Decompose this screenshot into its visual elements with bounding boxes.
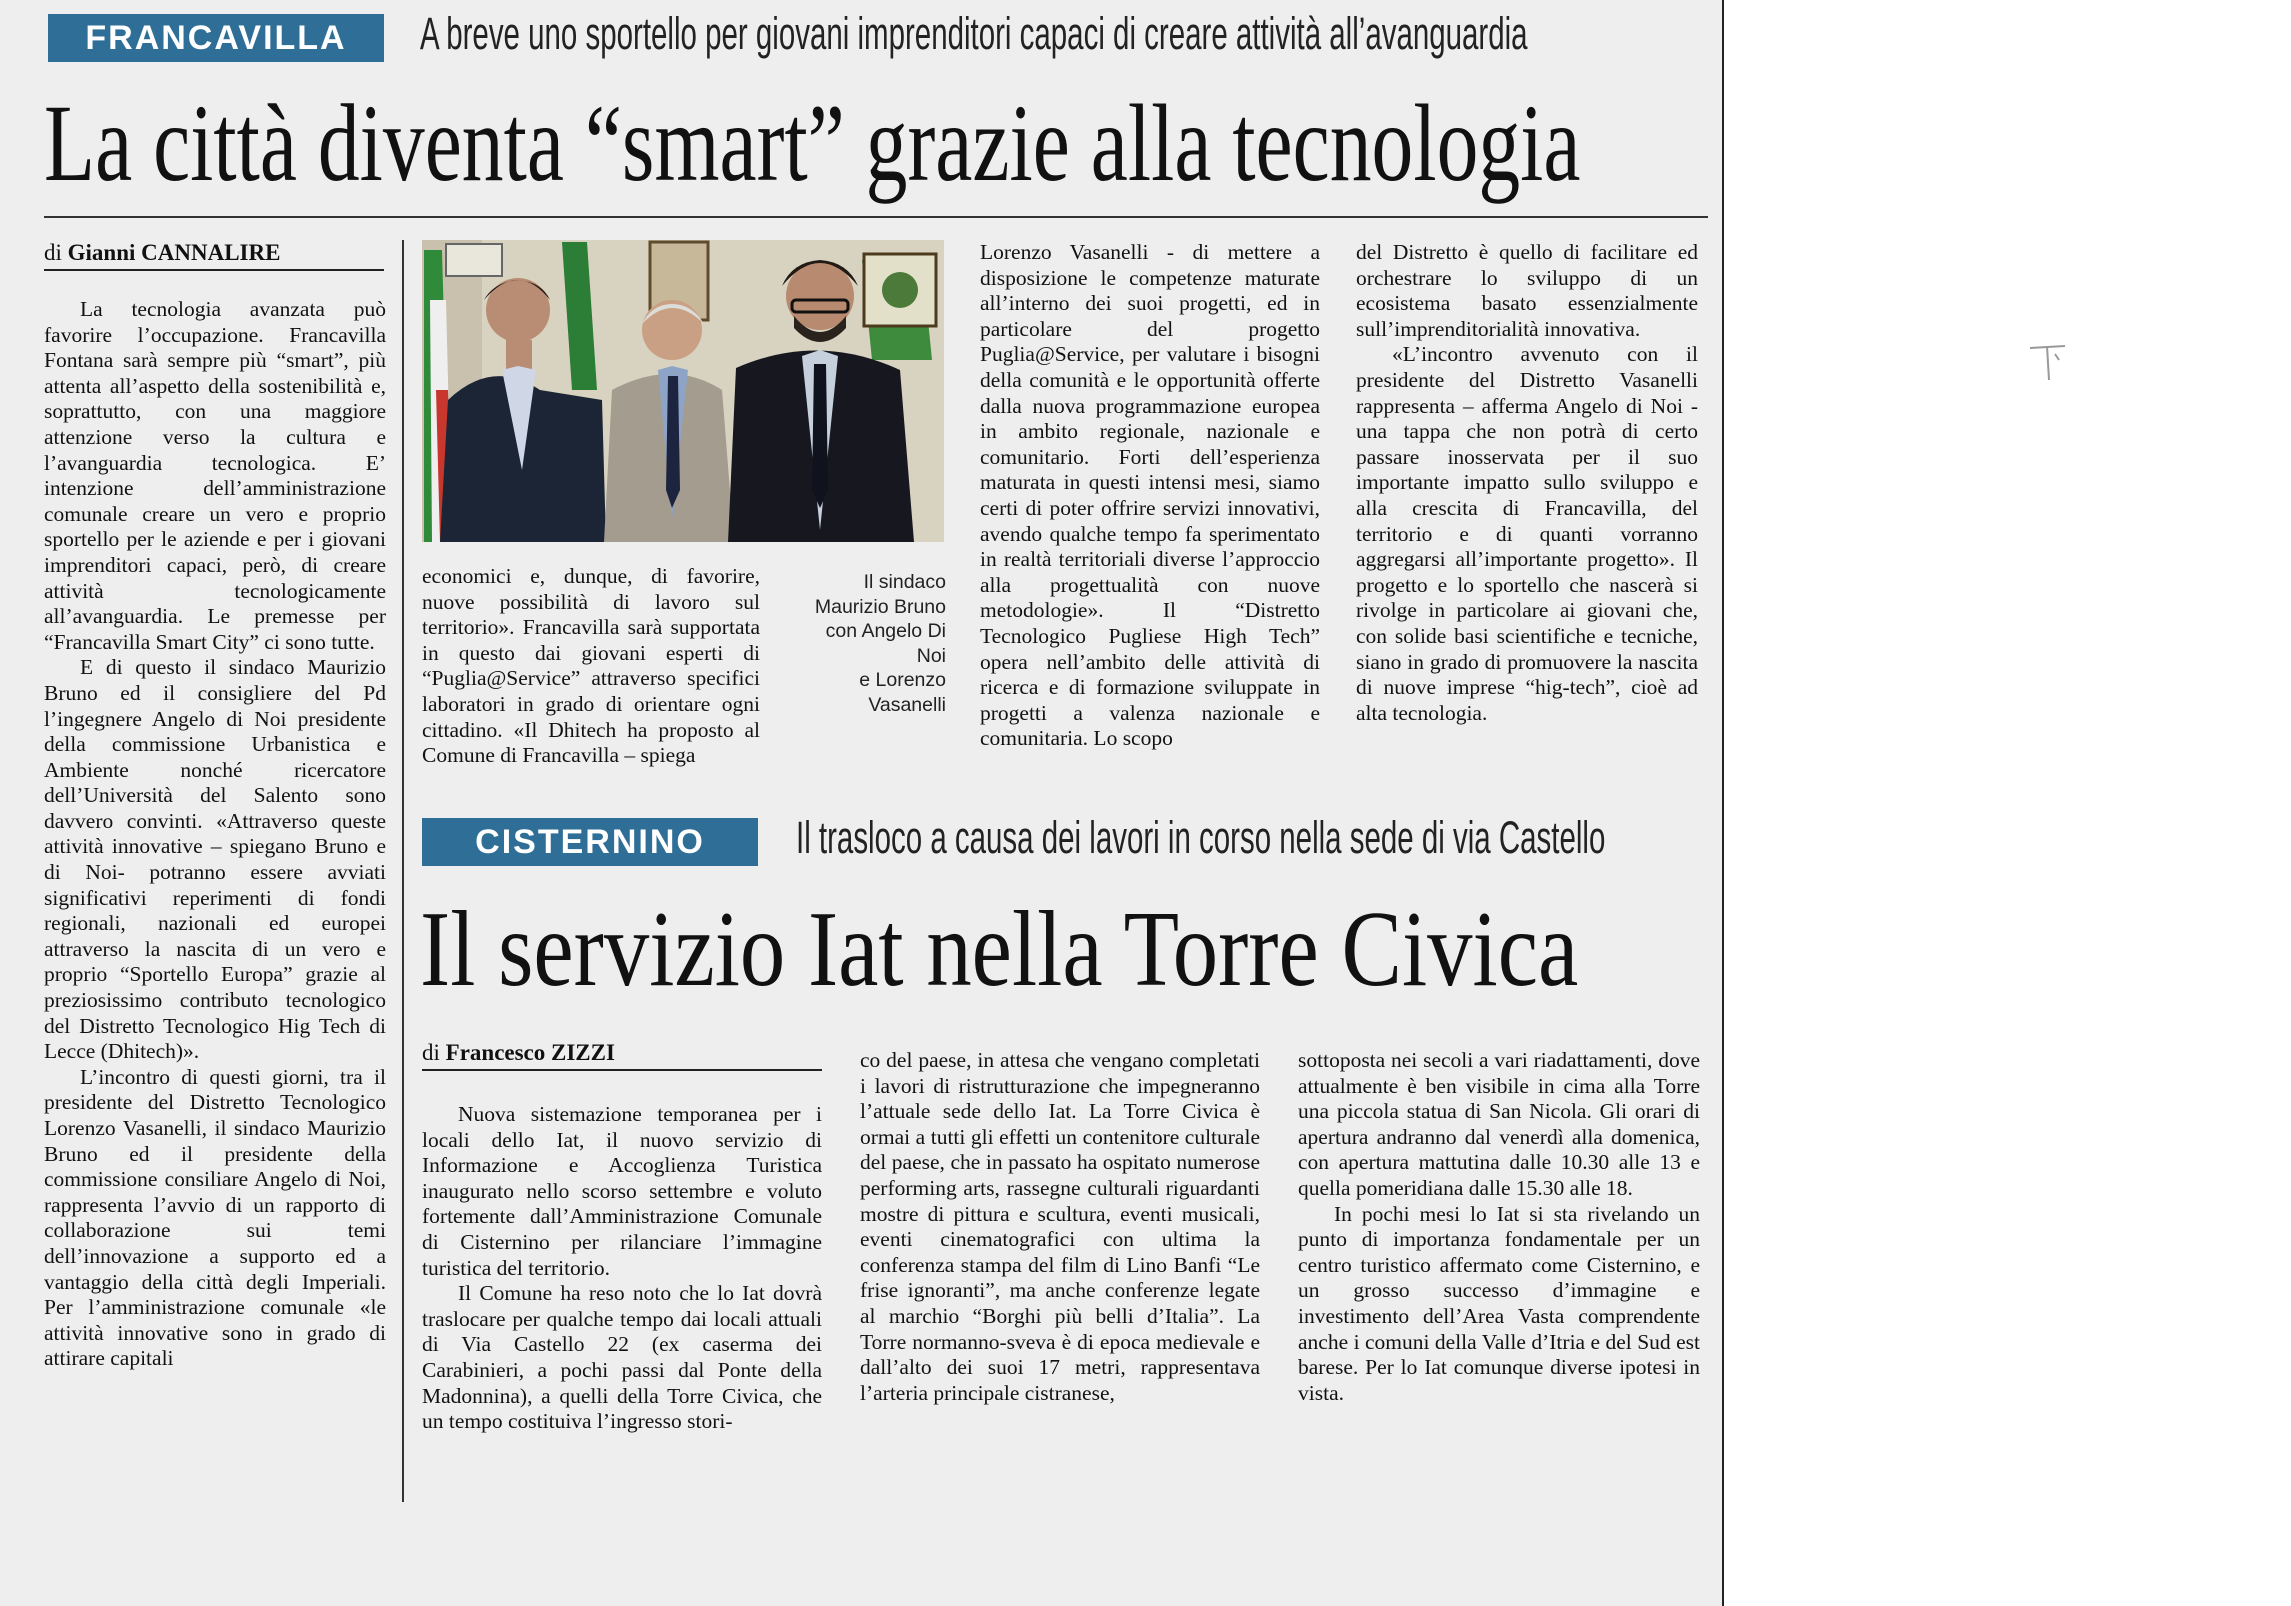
column-divider xyxy=(402,240,404,1502)
article1-byline: di Gianni CANNALIRE xyxy=(44,240,384,271)
section-tag-cisternino: CISTERNINO xyxy=(422,818,758,866)
article1-column-1: La tecnologia avanzata può favorire l’occupazione. Francavilla Fontana sarà sempre più “smart”, più attenta all’aspetto della sostenibilità e, soprattutto, con una maggiore attenzione verso la cultura e l’avanguardia tecnologica. E’ intenzione dell’amministrazione comunale creare un vero e proprio sportello per le aziende e per i giovani imprenditori capaci, però, di creare attività tecnologicamente all’avanguardia. Le premesse per “Francavilla Smart City” ci sono tutte. E di questo il sindaco Maurizio Bruno ed il consigliere del Pd l’ingegnere Angelo di Noi presidente della commissione Urbanistica e Ambiente nonché ricercatore dell’Università del Salento sono davvero convinti. «Attraverso queste attività innovative – spiegano Bruno e di Noi- potranno essere avviati significativi reperimenti di fondi regionali, nazionali ed europei attraverso la nascita di un vero e proprio “Sportello Europa” grazie al preziosissimo contributo tecnologico del Distretto Tecnologico Hig Tech di Lecce (Dhitech)». L’incontro di questi giorni, tra il presidente del Distretto Tecnologico Lorenzo Vasanelli, il sindaco Maurizio Bruno ed il presidente della commissione consiliare Angelo di Noi, rappresenta l’avvio di un rapporto di collaborazione sui temi dell’innovazione a supporto ed a vantaggio della città degli Imperiali. Per l’amministrazione comunale «le attività innovative sono in grado di attirare capitali xyxy=(44,297,386,1371)
scan-speck xyxy=(2025,340,2080,390)
article1-kicker: A breve uno sportello per giovani imprenditori capaci di creare attività all’avanguardia xyxy=(420,8,1528,59)
section-tag-francavilla: FRANCAVILLA xyxy=(48,14,384,62)
article1-column-2: economici e, dunque, di favorire, nuove possibilità di lavoro sul territorio». Francavilla sarà supportata in questo dai giovani esperti di “Puglia@Service” attraverso specifici laboratori in grado di orientare ogni cittadino. «Il Dhitech ha proposto al Comune di Francavilla – spiega xyxy=(422,564,760,768)
headline-rule xyxy=(44,216,1708,218)
article2-column-2: co del paese, in attesa che vengano completati i lavori di ristrutturazione che impegneranno l’attuale sede dello Iat. La Torre Civica è ormai a tutti gli effetti un contenitore culturale del paese, che in passato ha ospitato numerose performing arts, rassegne culturali riguardanti mostre di pittura e scultura, eventi musicali, eventi cinematografici con ultima la conferenza stampa del film di Lino Banfi “Le frise ignoranti”, ma anche conferenze legate al marchio “Borghi più belli d’Italia”. La Torre normanno-sveva è di epoca medievale e dall’alto dei suoi 17 metri, rappresentava l’arteria principale cistranese, xyxy=(860,1048,1260,1405)
article1-column-4: del Distretto è quello di facilitare ed orchestrare lo sviluppo di un ecosistema basato essenzialmente sull’imprenditorialità innovativa. «L’incontro avvenuto con il presidente del Distretto Vasanelli rappresenta – afferma Angelo di Noi - una tappa che non potrà di certo passare inosservata per il suo importante impatto sullo sviluppo e alla crescita di Francavilla, del territorio e di quanti vorranno aggregarsi all’importante progetto». Il progetto e lo sportello che nascerà si rivolge in particolare ai giovani che, con solide basi scientifiche e tecniche, siano in grado di promuovere la nascita di nuove imprese “hig-tech”, cioè ad alta tecnologia. xyxy=(1356,240,1698,725)
article1-photo xyxy=(422,240,944,542)
article2-column-3: sottoposta nei secoli a vari riadattamenti, dove attualmente è ben visibile in cima alla Torre una piccola statua di San Nicola. Gli orari di apertura andranno dal venerdì alla domenica, con apertura mattutina dalle 10.30 alle 13 e quella pomeridiana dalle 15.30 alle 18. In pochi mesi lo Iat si sta rivelando un punto di importanza fondamentale per un centro turistico affermato come Cisternino, e un grosso successo d’immagine e investimento dell’Area Vasta comprendente anche i comuni della Valle d’Itria e del Sud est barese. Per lo Iat comunque diverse ipotesi in vista. xyxy=(1298,1048,1700,1405)
article2-kicker: Il trasloco a causa dei lavori in corso nella sede di via Castello xyxy=(796,812,1606,863)
article1-headline: La città diventa “smart” grazie alla tecnologia xyxy=(44,82,1581,204)
article1-column-3: Lorenzo Vasanelli - di mettere a disposizione le competenze maturate all’interno dei suoi progetti, ed in particolare del progetto Puglia@Service, per valutare i bisogni della comunità e le opportunità offerte dalla nuova programmazione europea in ambito regionale, nazionale e comunitario. Forti dell’esperienza maturata in questi intensi mesi, siamo certi di poter offrire servizi innovativi, avendo qualche tempo fa sperimentato in realtà territoriali diverse l’approccio alla progettualità con nuove metodologie». Il “Distretto Tecnologico Pugliese High Tech” opera nell’ambito delle attività di ricerca e di formazione sviluppate in progetti a valenza nazionale e comunitaria. Lo scopo xyxy=(980,240,1320,751)
article2-column-1: Nuova sistemazione temporanea per i locali dello Iat, il nuovo servizio di Informazione e Accoglienza Turistica inaugurato nello scorso settembre e voluto fortemente dall’Amministrazione Comunale di Cisternino per rilanciare l’immagine turistica del territorio. Il Comune ha reso noto che lo Iat dovrà traslocare per qualche tempo dai locali attuali di Via Castello 22 (ex caserma dei Carabinieri, a pochi passi dal Ponte della Madonnina), a quelli della Torre Civica, che un tempo costituiva l’ingresso stori- xyxy=(422,1102,822,1434)
article2-byline: di Francesco ZIZZI xyxy=(422,1040,822,1071)
article2-headline: Il servizio Iat nella Torre Civica xyxy=(420,890,1579,1009)
photo-caption: Il sindaco Maurizio Bruno con Angelo Di Noi e Lorenzo Vasanelli xyxy=(814,571,946,716)
